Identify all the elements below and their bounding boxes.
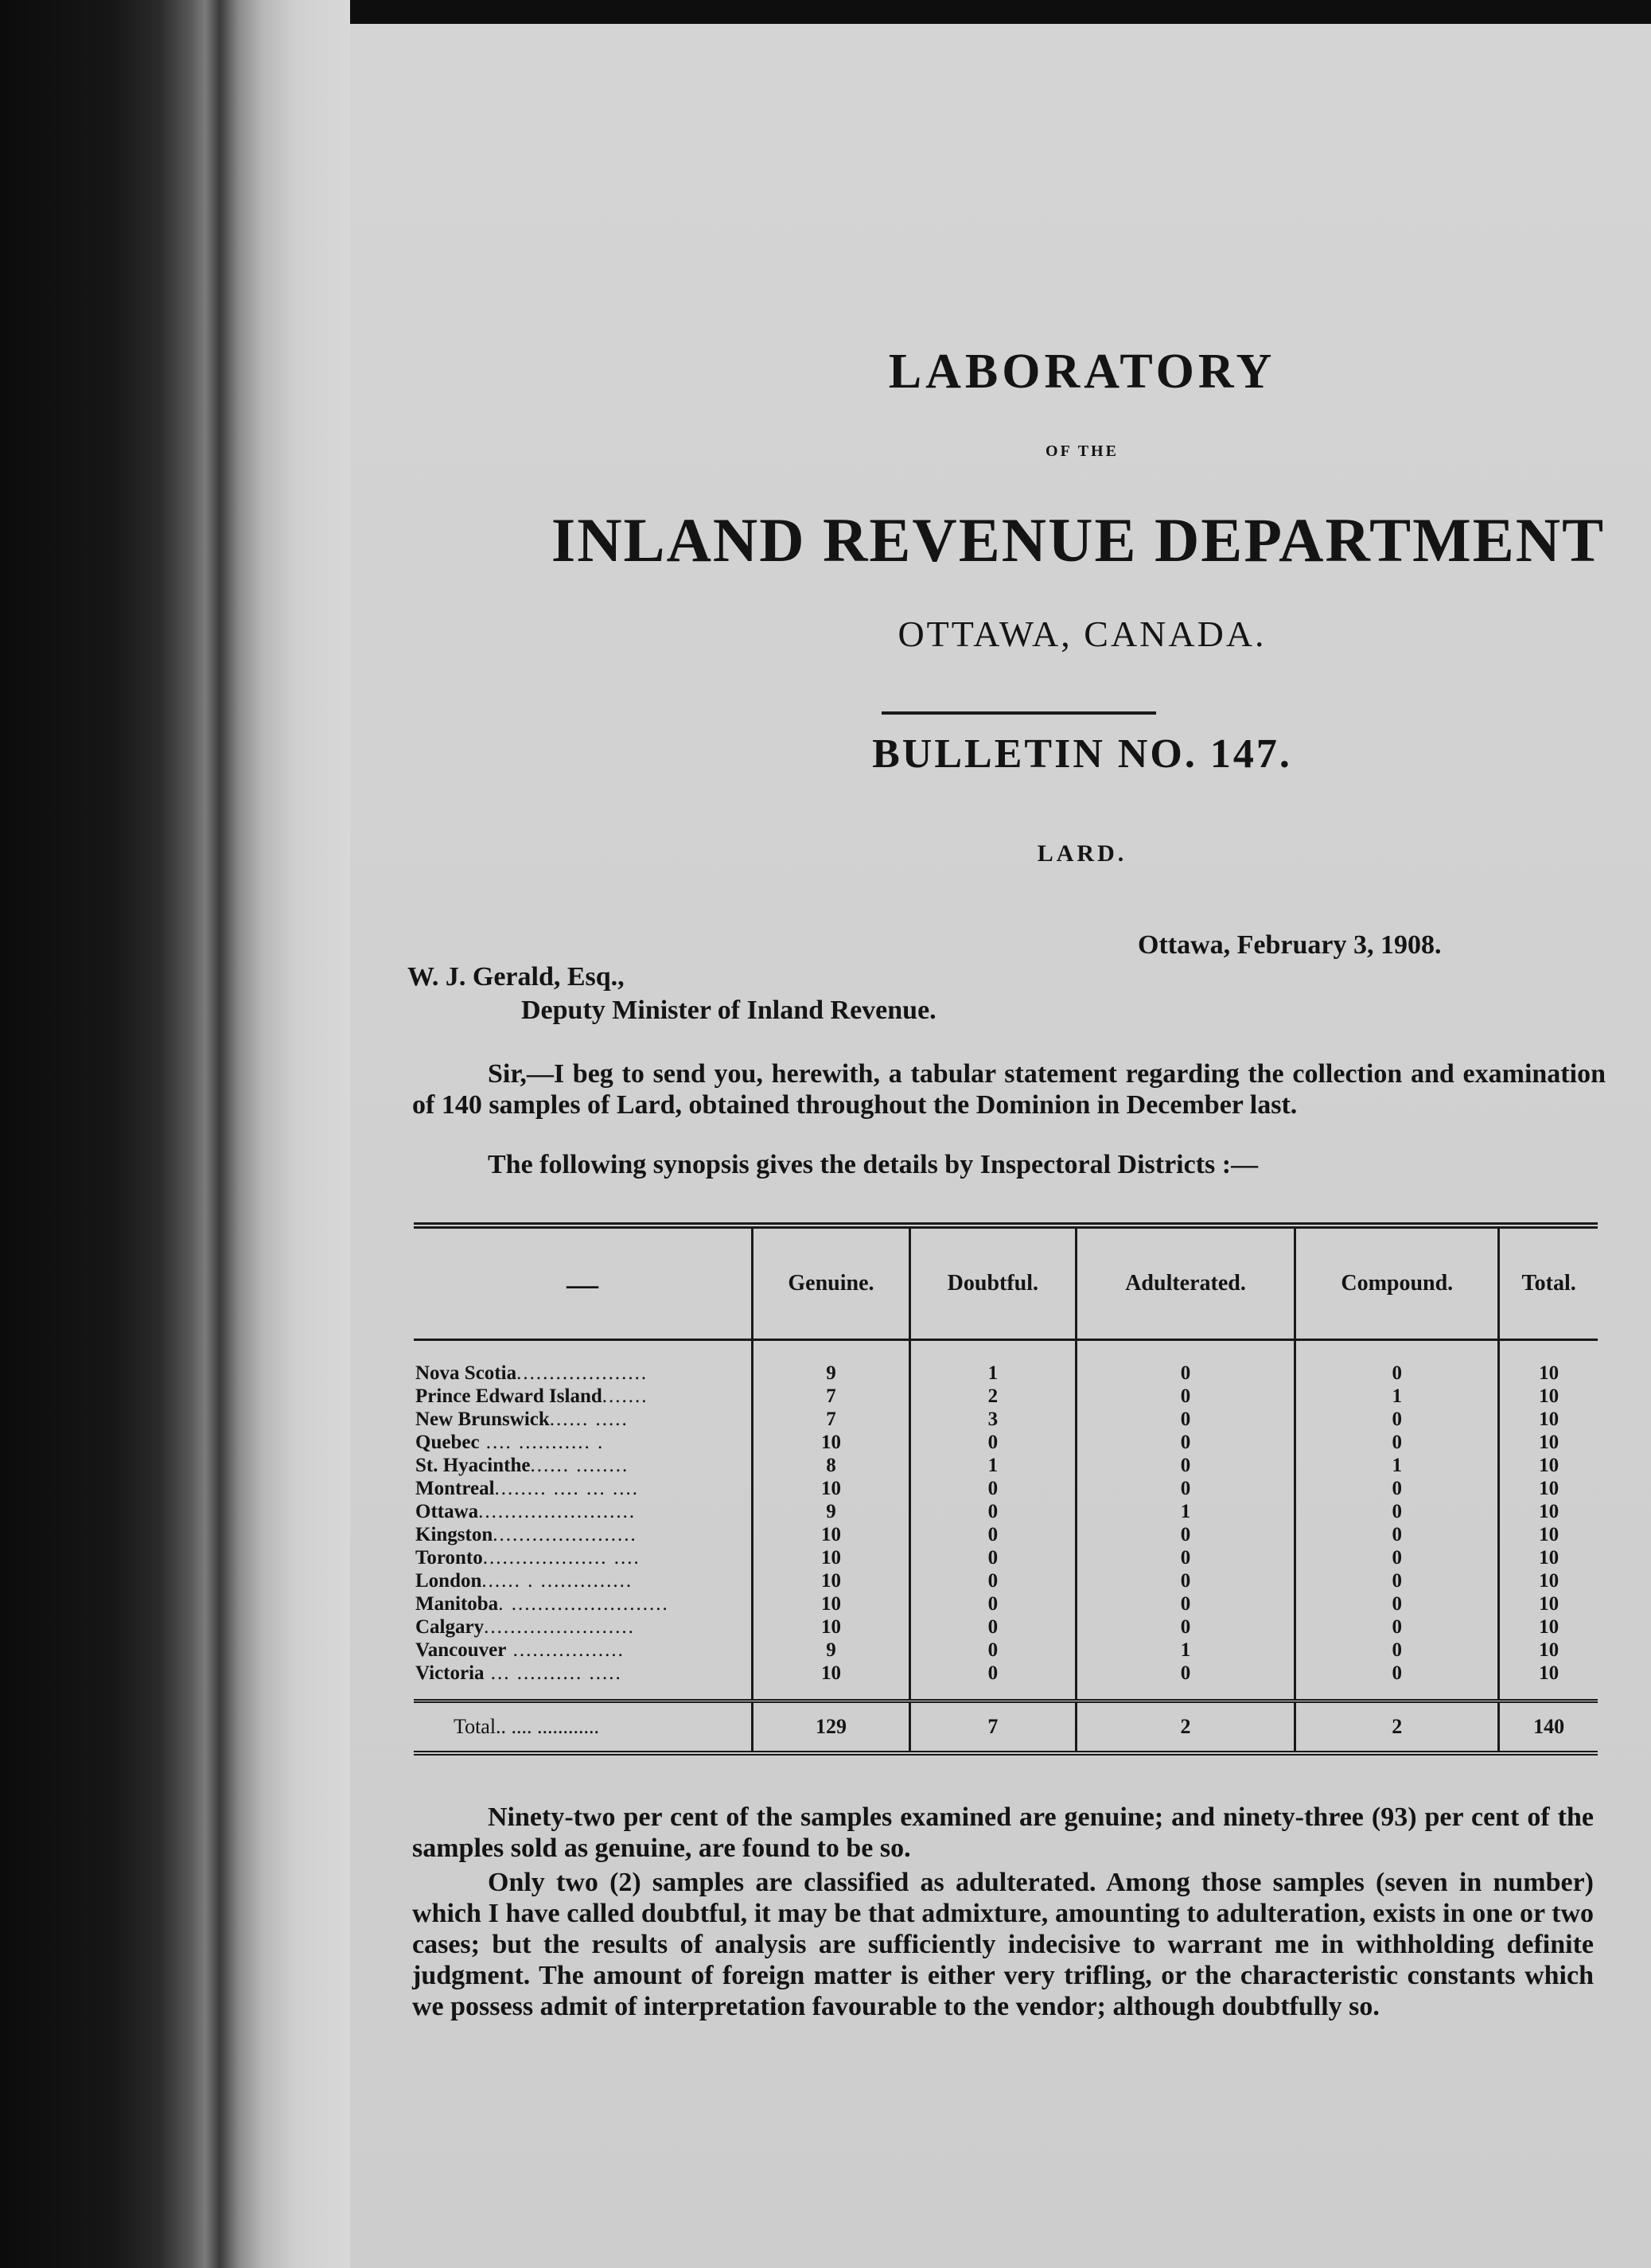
compound-cell: 0 [1295, 1662, 1499, 1701]
total-compound-cell: 2 [1295, 1701, 1499, 1754]
district-name: Victoria [415, 1662, 485, 1684]
table-header-row [414, 1226, 1598, 1340]
district-cell [414, 1408, 753, 1431]
leader-dots: ................. [506, 1639, 625, 1661]
genuine-cell: 10 [753, 1569, 910, 1592]
table-row [414, 1500, 1598, 1523]
district-cell [414, 1500, 753, 1523]
bulletin-number: BULLETIN NO. 147. [872, 731, 1292, 777]
district-name: Ottawa [415, 1501, 479, 1522]
table-row [414, 1340, 1598, 1385]
table-row [414, 1546, 1598, 1569]
compound-cell: 0 [1295, 1615, 1499, 1639]
doubtful-cell: 0 [909, 1546, 1076, 1569]
compound-cell: 1 [1295, 1385, 1499, 1408]
total-cell: 10 [1499, 1431, 1598, 1454]
compound-cell: 0 [1295, 1500, 1499, 1523]
compound-cell: 0 [1295, 1569, 1499, 1592]
district-name: Prince Edward Island [415, 1385, 602, 1407]
adulterated-cell: 0 [1076, 1662, 1295, 1701]
leader-dots: .... ........... . [479, 1432, 605, 1453]
district-cell [414, 1454, 753, 1477]
table-row [414, 1662, 1598, 1701]
leader-dots: ...... ........ [530, 1455, 629, 1476]
district-name: Nova Scotia [415, 1362, 517, 1384]
letter-date: Ottawa, February 3, 1908. [1138, 930, 1442, 960]
adulterated-cell: 1 [1076, 1639, 1295, 1662]
doubtful-cell: 0 [909, 1431, 1076, 1454]
compound-cell: 0 [1295, 1477, 1499, 1500]
adulterated-cell: 0 [1076, 1615, 1295, 1639]
header-district: — [414, 1226, 753, 1340]
header-genuine: Genuine. [753, 1226, 910, 1340]
table-row [414, 1477, 1598, 1500]
total-cell: 10 [1499, 1615, 1598, 1639]
genuine-cell: 9 [753, 1639, 910, 1662]
header-doubtful: Doubtful. [909, 1226, 1076, 1340]
adulterated-cell: 1 [1076, 1500, 1295, 1523]
total-total-cell: 140 [1499, 1701, 1598, 1754]
leader-dots: ...................... [493, 1524, 637, 1545]
doubtful-cell: 0 [909, 1500, 1076, 1523]
genuine-cell: 10 [753, 1592, 910, 1615]
total-cell: 10 [1499, 1408, 1598, 1431]
doubtful-cell: 3 [909, 1408, 1076, 1431]
total-cell: 10 [1499, 1569, 1598, 1592]
doubtful-cell: 0 [909, 1615, 1076, 1639]
doubtful-cell: 0 [909, 1592, 1076, 1615]
leader-dots: .................... [516, 1362, 648, 1384]
district-cell [414, 1569, 753, 1592]
book-binding [0, 0, 350, 2268]
location-line: OTTAWA, CANADA. [898, 614, 1267, 654]
genuine-cell: 10 [753, 1546, 910, 1569]
paragraph-genuine-percent: Ninety-two per cent of the samples examined are genuine; and ninety-three (93) per cent of the samples sold as genuine, are found to be so. [412, 1802, 1594, 1863]
table-row [414, 1569, 1598, 1592]
adulterated-cell: 0 [1076, 1569, 1295, 1592]
total-cell: 10 [1499, 1385, 1598, 1408]
genuine-cell: 10 [753, 1523, 910, 1546]
genuine-cell: 7 [753, 1408, 910, 1431]
district-name: Kingston [415, 1524, 493, 1545]
leader-dots: ........................ [478, 1501, 637, 1522]
total-cell: 10 [1499, 1639, 1598, 1662]
adulterated-cell: 0 [1076, 1592, 1295, 1615]
title-of-the: OF THE [1046, 442, 1119, 460]
header-total: Total. [1499, 1226, 1598, 1340]
recipient-name: W. J. Gerald, Esq., [407, 962, 625, 992]
district-cell [414, 1385, 753, 1408]
total-cell: 10 [1499, 1340, 1598, 1385]
title-divider [882, 711, 1156, 715]
paragraph-synopsis: The following synopsis gives the details by Inspectoral Districts :— [488, 1150, 1259, 1179]
district-name: Montreal [415, 1478, 495, 1499]
district-cell [414, 1592, 753, 1615]
total-genuine-cell: 129 [753, 1701, 910, 1754]
table-row [414, 1454, 1598, 1477]
paragraph-intro: Sir,—I beg to send you, herewith, a tabular statement regarding the collection and examination of 140 samples of Lard, obtained throughout the Dominion in December last. [412, 1059, 1606, 1120]
adulterated-cell: 0 [1076, 1385, 1295, 1408]
leader-dots: ...... . .............. [481, 1570, 633, 1592]
title-laboratory: LABORATORY [888, 345, 1276, 399]
table-row [414, 1592, 1598, 1615]
header-compound: Compound. [1295, 1226, 1499, 1340]
total-adulterated-cell: 2 [1076, 1701, 1295, 1754]
total-row [414, 1701, 1598, 1754]
leader-dots: ........ .... ... .... [494, 1478, 640, 1499]
genuine-cell: 9 [753, 1500, 910, 1523]
genuine-cell: 7 [753, 1385, 910, 1408]
district-name: London [415, 1570, 482, 1592]
genuine-cell: 9 [753, 1340, 910, 1385]
district-name: Vancouver [415, 1639, 507, 1661]
leader-dots: ................... .... [482, 1547, 641, 1569]
district-cell [414, 1615, 753, 1639]
title-department: INLAND REVENUE DEPARTMENT [551, 505, 1606, 575]
table-row [414, 1385, 1598, 1408]
district-cell [414, 1523, 753, 1546]
district-cell [414, 1431, 753, 1454]
district-cell [414, 1477, 753, 1500]
adulterated-cell: 0 [1076, 1454, 1295, 1477]
table-row [414, 1408, 1598, 1431]
district-cell [414, 1639, 753, 1662]
adulterated-cell: 0 [1076, 1523, 1295, 1546]
paragraph-adulterated: Only two (2) samples are classified as adulterated. Among those samples (seven in number) which I have called doubtful, it may be that admixture, amounting to adulteration, exists in one or two cases; but the results of analysis are sufficiently indecisive to warrant me in withholding definite judgment. The amount of foreign matter is either very trifling, or the characteristic constants which we possess admit of interpretation favourable to the vendor; although doubtfully so. [412, 1868, 1594, 2021]
compound-cell: 0 [1295, 1523, 1499, 1546]
district-cell [414, 1662, 753, 1701]
lard-samples-table [414, 1222, 1598, 1756]
total-cell: 10 [1499, 1523, 1598, 1546]
district-name: New Brunswick [415, 1409, 550, 1430]
genuine-cell: 10 [753, 1477, 910, 1500]
table-row [414, 1523, 1598, 1546]
doubtful-cell: 0 [909, 1523, 1076, 1546]
genuine-cell: 8 [753, 1454, 910, 1477]
adulterated-cell: 0 [1076, 1431, 1295, 1454]
compound-cell: 0 [1295, 1408, 1499, 1431]
leader-dots: . ........................ [498, 1593, 669, 1615]
leader-dots: ...... ..... [549, 1409, 629, 1430]
leader-dots: ....... [602, 1385, 648, 1407]
table-row [414, 1615, 1598, 1639]
district-name: Manitoba [415, 1593, 499, 1615]
table-body [414, 1340, 1598, 1754]
adulterated-cell: 0 [1076, 1546, 1295, 1569]
doubtful-cell: 0 [909, 1569, 1076, 1592]
header-adulterated: Adulterated. [1076, 1226, 1295, 1340]
total-doubtful-cell: 7 [909, 1701, 1076, 1754]
genuine-cell: 10 [753, 1431, 910, 1454]
doubtful-cell: 2 [909, 1385, 1076, 1408]
district-cell [414, 1546, 753, 1569]
adulterated-cell: 0 [1076, 1477, 1295, 1500]
total-cell: 10 [1499, 1662, 1598, 1701]
compound-cell: 0 [1295, 1639, 1499, 1662]
total-cell: 10 [1499, 1477, 1598, 1500]
compound-cell: 0 [1295, 1546, 1499, 1569]
compound-cell: 1 [1295, 1454, 1499, 1477]
district-name: Toronto [415, 1547, 483, 1569]
table-row [414, 1639, 1598, 1662]
genuine-cell: 10 [753, 1662, 910, 1701]
compound-cell: 0 [1295, 1431, 1499, 1454]
recipient-title: Deputy Minister of Inland Revenue. [521, 996, 936, 1025]
leader-dots: ....................... [484, 1616, 635, 1638]
district-name: Quebec [415, 1432, 480, 1453]
adulterated-cell: 0 [1076, 1408, 1295, 1431]
doubtful-cell: 0 [909, 1477, 1076, 1500]
district-name: St. Hyacinthe [415, 1455, 531, 1476]
leader-dots: ... .......... ..... [484, 1662, 622, 1684]
doubtful-cell: 1 [909, 1340, 1076, 1385]
district-cell [414, 1340, 753, 1385]
total-cell: 10 [1499, 1454, 1598, 1477]
bulletin-subject: LARD. [1037, 840, 1127, 867]
compound-cell: 0 [1295, 1592, 1499, 1615]
adulterated-cell: 0 [1076, 1340, 1295, 1385]
doubtful-cell: 1 [909, 1454, 1076, 1477]
total-cell: 10 [1499, 1500, 1598, 1523]
doubtful-cell: 0 [909, 1662, 1076, 1701]
table-row [414, 1431, 1598, 1454]
district-name: Calgary [415, 1616, 485, 1638]
total-cell: 10 [1499, 1592, 1598, 1615]
doubtful-cell: 0 [909, 1639, 1076, 1662]
compound-cell: 0 [1295, 1340, 1499, 1385]
total-label: Total.. .... ............ [414, 1701, 753, 1754]
genuine-cell: 10 [753, 1615, 910, 1639]
total-cell: 10 [1499, 1546, 1598, 1569]
